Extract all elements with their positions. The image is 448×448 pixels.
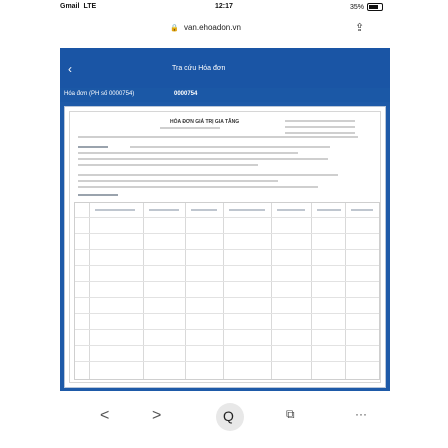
more-icon[interactable]: ··· [355, 407, 367, 421]
forward-button[interactable]: > [152, 407, 162, 424]
sub-header [60, 88, 390, 102]
search-icon: Q [223, 408, 234, 424]
page-title: Tra cứu Hóa đơn [172, 65, 226, 72]
web-content [60, 48, 390, 391]
back-button[interactable]: < [100, 407, 110, 424]
invoice-title: HÓA ĐƠN GIÁ TRỊ GIA TĂNG [170, 119, 240, 125]
battery-icon [367, 3, 383, 11]
invoice-table [74, 202, 380, 380]
time-label: 12:17 [215, 3, 233, 10]
tabs-icon[interactable]: ⧉ [286, 407, 295, 421]
status-left [60, 3, 96, 10]
status-right [350, 3, 383, 11]
invoice-border [69, 111, 381, 383]
page-header [60, 48, 390, 88]
sub-left-label: Hóa đơn (PH số 0000754) [64, 91, 135, 97]
status-bar [0, 0, 448, 14]
share-icon[interactable]: ⇪ [355, 22, 365, 34]
invoice-preview [64, 106, 386, 388]
signal-label: LTE [83, 3, 97, 10]
back-icon[interactable]: ‹ [68, 62, 72, 76]
sub-center-label: 0000754 [174, 91, 198, 97]
search-button[interactable] [216, 403, 244, 431]
browser-toolbar [60, 395, 390, 443]
lock-icon: 🔒 [170, 25, 179, 32]
url-text: van.ehoadon.vn [183, 23, 241, 32]
carrier-label: Gmail [60, 3, 80, 10]
url-field[interactable] [170, 23, 241, 32]
address-bar[interactable] [60, 18, 390, 40]
battery-label: 35% [350, 3, 365, 11]
